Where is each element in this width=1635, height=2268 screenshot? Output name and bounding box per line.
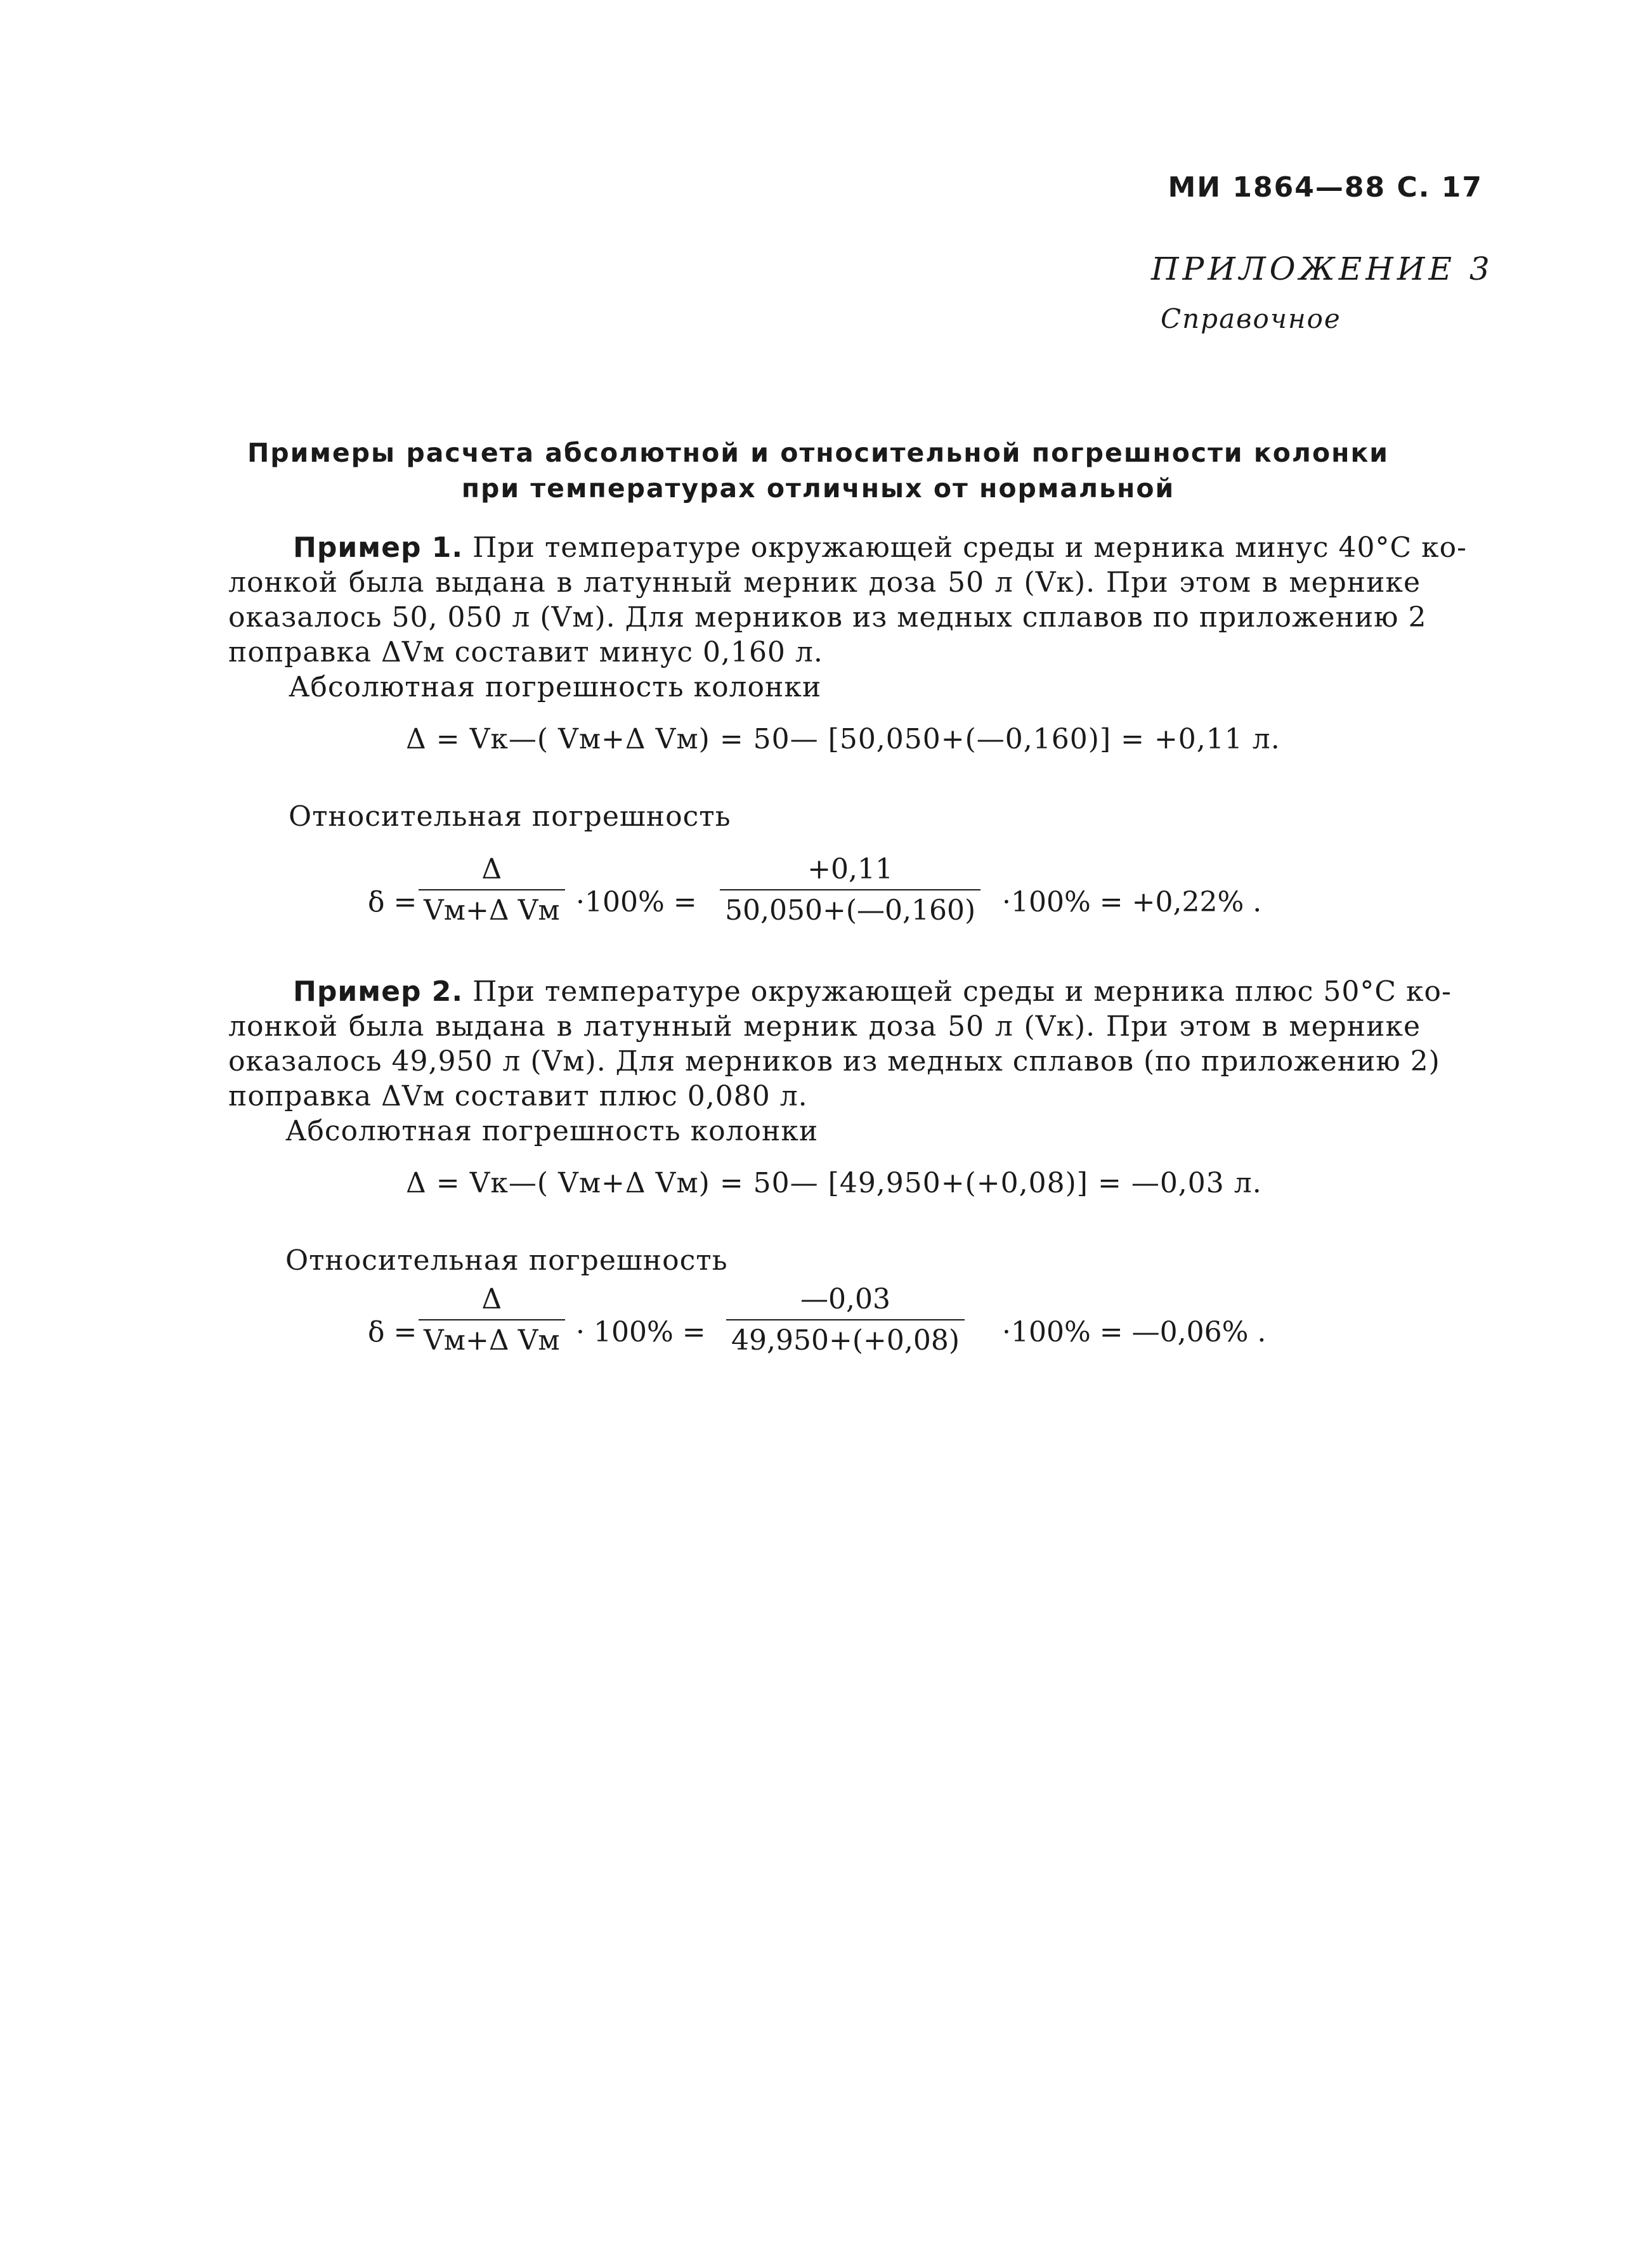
section-title-line-2: при температурах отличных от нормальной (461, 473, 1175, 504)
example1-text-4: поправка ΔVм составит минус 0,160 л. (228, 636, 823, 668)
appendix-title: ПРИЛОЖЕНИЕ 3 (1151, 251, 1494, 287)
example2-paragraph-line-1 (293, 975, 1452, 1008)
example2-rel-fraction-1 (419, 1283, 565, 1357)
example2-text-3: оказалось 49,950 л (Vм). Для мерников из медных сплавов (по приложению 2) (228, 1045, 1440, 1078)
example1-frac1-denominator: Vм+Δ Vм (424, 894, 560, 927)
example1-abs-label: Абсолютная погрешность колонки (289, 671, 822, 703)
example2-frac2-numerator: —0,03 (800, 1283, 890, 1315)
example1-paragraph-line-1 (293, 531, 1468, 564)
example2-rel-result: ·100% = —0,06% . (1002, 1316, 1267, 1348)
example2-rel-label: Относительная погрешность (285, 1244, 728, 1277)
example1-rel-result: ·100% = +0,22% . (1002, 886, 1262, 918)
example2-label: Пример 2. (293, 975, 464, 1008)
section-title-line-1: Примеры расчета абсолютной и относительной погрешности колонки (247, 438, 1390, 468)
example1-rel-fraction-2 (720, 853, 980, 927)
example2-rel-fraction-2 (726, 1283, 965, 1357)
example1-text-2: лонкой была выдана в латунный мерник доза 50 л (Vк). При этом в мернике (228, 566, 1421, 599)
example1-rel-label: Относительная погрешность (289, 800, 731, 833)
example2-frac2-denominator: 49,950+(+0,08) (731, 1324, 960, 1357)
example1-text-3: оказалось 50, 050 л (Vм). Для мерников из медных сплавов по приложению 2 (228, 601, 1427, 634)
appendix-subtitle: Справочное (1161, 303, 1341, 334)
example1-frac2-numerator: +0,11 (807, 853, 893, 885)
example1-text-1: При температуре окружающей среды и мерника минус 40°С ко- (472, 531, 1468, 564)
example1-rel-fraction-1 (419, 853, 565, 927)
example2-frac1-numerator: Δ (481, 1283, 502, 1315)
document-id: МИ 1864—88 С. 17 (1168, 171, 1483, 204)
example1-label: Пример 1. (293, 531, 464, 564)
example2-text-1: При температуре окружающей среды и мерника плюс 50°С ко- (472, 975, 1452, 1008)
example2-abs-label: Абсолютная погрешность колонки (285, 1115, 819, 1147)
example2-rel-lhs: δ = (368, 1316, 417, 1348)
example1-frac2-denominator: 50,050+(—0,160) (725, 894, 976, 927)
example1-abs-formula: Δ = Vк—( Vм+Δ Vм) = 50— [50,050+(—0,160)] = +0,11 л. (406, 723, 1280, 755)
example2-rel-mid: · 100% = (576, 1316, 706, 1348)
example1-frac1-numerator: Δ (481, 853, 502, 885)
example1-rel-mid: ·100% = (576, 886, 697, 918)
example2-frac1-denominator: Vм+Δ Vм (424, 1324, 560, 1357)
example1-rel-lhs: δ = (368, 886, 417, 918)
example2-text-2: лонкой была выдана в латунный мерник доза 50 л (Vк). При этом в мернике (228, 1010, 1421, 1043)
example2-text-4: поправка ΔVм составит плюс 0,080 л. (228, 1080, 808, 1112)
example2-abs-formula: Δ = Vк—( Vм+Δ Vм) = 50— [49,950+(+0,08)] = —0,03 л. (406, 1167, 1262, 1199)
